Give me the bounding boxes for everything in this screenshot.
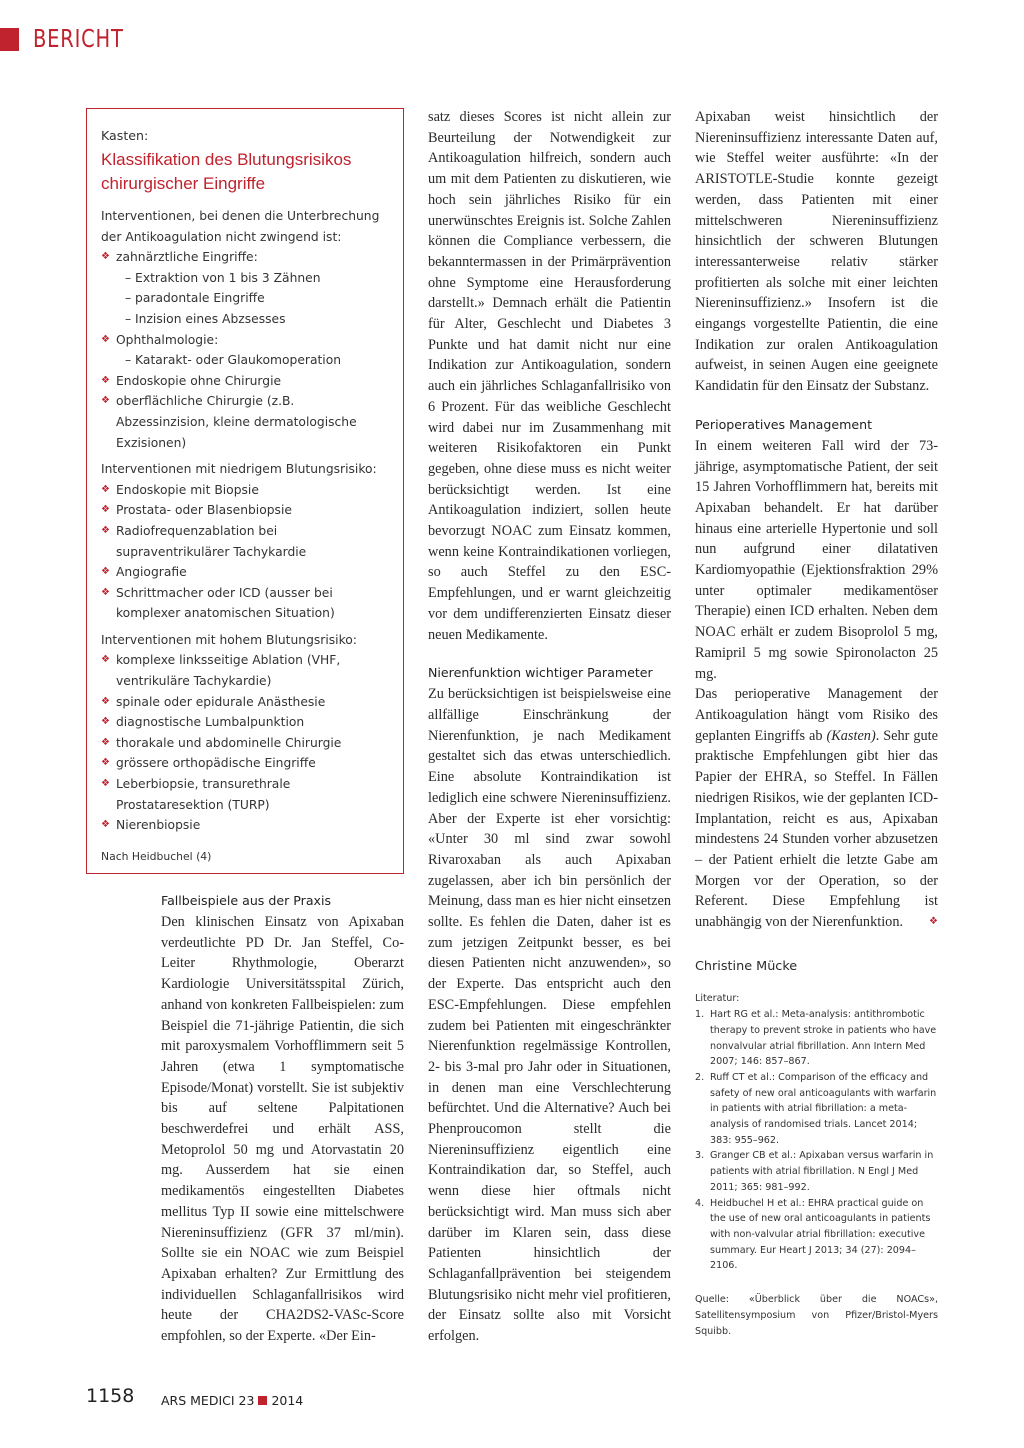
paragraph: satz dieses Scores ist nicht allein zur Beurteilung der Notwendigkeit zur Antikoagulation hilfreich, sondern auch um mit dem Patienten zu diskutieren, wie hoch sein jährliches Risiko für ein unerwünschtes Ereignis ist. Solche Zahlen können die Compliance verbessern, die bekanntermassen in der Primärprävention ohne Symptome eine Herausforderung darstellt.» Demnach erhält die Patientin für Alter, Geschlecht und Diabetes 3 Punkte und hat damit nicht nur eine Indikation zur Antikoagulation, sondern auch ein jährliches Schlaganfallrisiko von 6 Prozent. Für das weibliche Geschlecht wird dabei nur im Zusammenhang mit weiteren Risikofaktoren ein Punkt gegeben, ohne diese muss es nicht weiter berücksichtigt werden. Ist eine Antikoagulation indiziert, sollen heute bevorzugt NOAC zum Einsatz kommen, wenn keine Kontraindikationen vorliegen, so auch Steffel zu den ESC-Empfehlungen, und er warnt gleichzeitig vor dem undifferenzierten Einsatz dieser neuen Medikamente. <box>428 109 671 643</box>
reference-item: 4. Heidbuchel H et al.: EHRA practical guide on the use of new oral anticoagulants in patients with non-valvular atrial fibrillation: executive summary. Eur Heart J 2013; 34 (27): 2094–2106. <box>695 1197 931 1272</box>
diamond-bullet-icon: ❖ <box>101 654 110 666</box>
diamond-bullet-icon: ❖ <box>101 395 110 407</box>
info-box <box>86 108 404 874</box>
list-item: ❖ Endoskopie mit Biopsie <box>101 480 389 501</box>
list-item: – Inzision eines Abzsesses <box>125 311 286 326</box>
list-item: ❖ diagnostische Lumbalpunktion <box>101 712 389 733</box>
box-section-heading: Interventionen mit niedrigem Blutungsrisiko: <box>101 462 377 477</box>
section-title: BERICHT <box>33 24 124 53</box>
diamond-bullet-icon: ❖ <box>101 504 110 516</box>
reference-item: 2. Ruff CT et al.: Comparison of the efficacy and safety of new oral anticoagulants with warfarin in patients with atrial fibrillation: a meta-analysis of randomised trials. Lancet 2014; 383: 955–962. <box>695 1071 937 1146</box>
reference-item: 3. Granger CB et al.: Apixaban versus warfarin in patients with atrial fibrillation. N Engl J Med 2011; 365: 981–992. <box>695 1150 934 1193</box>
subheading: Nierenfunktion wichtiger Parameter <box>428 665 653 681</box>
box-title: Klassifikation des Blutungsrisikos chirurgischer Eingriffe <box>101 150 352 193</box>
paragraph: In einem weiteren Fall wird der 73-jährige, asymptomatische Patient, der seit 15 Jahren Vorhofflimmern hat, bereits mit Apixaban behandelt. Er hat darüber hinaus eine arterielle Hypertonie und soll nun aufgrund einer dilatativen Kardiomyopathie (Ejektionsfraktion 29% unter optimaler medikamentöser Therapie) einen ICD erhalten. Neben dem NOAC erhält er zudem Bisoprolol 5 mg, Ramipril 5 mg sowie Spironolacton 25 mg. <box>695 437 938 682</box>
diamond-bullet-icon: ❖ <box>101 374 110 386</box>
subheading: Perioperatives Management <box>695 416 873 432</box>
paragraph: Den klinischen Einsatz von Apixaban verdeutlichte PD Dr. Jan Steffel, Co-Leiter Rhythmologie, Oberarzt Kardiologie Universitätsspital Zürich, anhand von konkreten Fallbeispielen: zum Beispiel die 71-jährige Patientin, die sich mit paroxysmalem Vorhofflimmern seit 5 Jahren (etwa 1 symptomatische Episode/Monat) vorstellt. Sie ist subjektiv bis auf seltene Palpitationen beschwerdefrei und erhält ASS, Metoprolol 50 mg und Atorvastatin 20 mg. Ausserdem hat sie einen medikamentös eingestellten Diabetes mellitus Typ II sowie eine mittelschwere Niereninsuffizienz (GFR 37 ml/min). Sollte sie ein NOAC wie zum Beispiel Apixaban erhalten? Zur Ermittlung des individuellen Schlaganfallrisikos wird heute der CHA2DS2-VASc-Score empfohlen, so der Experte. «Der Ein- <box>161 914 404 1345</box>
diamond-bullet-icon: ❖ <box>101 757 110 769</box>
box-section-heading: Interventionen mit hohem Blutungsrisiko: <box>101 632 357 647</box>
list-item: ❖ Radiofrequenzablation bei supraventrikulärer Tachykardie <box>101 521 389 562</box>
section-marker <box>0 28 19 51</box>
list-item: ❖ Schrittmacher oder ICD (ausser bei komplexer anatomischen Situation) <box>101 583 389 624</box>
list-item: ❖ Nierenbiopsie <box>101 815 389 836</box>
source-note: Quelle: «Überblick über die NOACs», Satellitensymposium von Pfizer/Bristol-Myers Squibb. <box>695 1294 938 1338</box>
end-mark-icon: ❖ <box>929 916 938 928</box>
list-item: – Katarakt- oder Glaukomoperation <box>125 353 342 368</box>
column-3 <box>695 107 938 1340</box>
box-kicker: Kasten: <box>101 128 149 143</box>
square-marker-icon <box>258 1396 267 1405</box>
diamond-bullet-icon: ❖ <box>101 695 110 707</box>
list-item: ❖ komplexe linksseitige Ablation (VHF, ventrikuläre Tachykardie) <box>101 650 389 691</box>
list-item: – Extraktion von 1 bis 3 Zähnen <box>125 270 321 285</box>
list-item: ❖ zahnärztliche Eingriffe: <box>101 247 389 268</box>
page-number: 1158 <box>86 1385 135 1407</box>
diamond-bullet-icon: ❖ <box>101 333 110 345</box>
diamond-bullet-icon: ❖ <box>101 251 110 263</box>
paragraph: Das perioperative Management der Antikoagulation hängt vom Risiko des geplanten Eingriffs ab (Kasten). Sehr gute praktische Empfehlungen gibt hier das Papier der EHRA, so Steffel. In Fällen niedrigen Risikos, wie der geplanten ICD-Implantation, reicht es aus, Apixaban mindestens 24 Stunden vorher abzusetzen – der Patient erhielt die letzte Gabe am Morgen vor der Operation, so der Referent. Diese Empfehlung ist unabhängig von der Nierenfunktion. ❖ <box>695 684 938 932</box>
paragraph: Zu berücksichtigen ist beispielsweise eine allfällige Einschränkung der Nierenfunktion, je nach Medikament gestaltet sich das etwas unterschiedlich. Eine absolute Kontraindikation ist lediglich eine schwere Niereninsuffizienz. Aber der Experte ist eher vorsichtig: «Unter 30 ml sind zwar sowohl Rivaroxaban als auch Apixaban zugelassen, aber ich bin persönlich der Meinung, dass man es hier nicht einsetzen sollte. Es fehlen die Daten, daher ist es zum jetzigen Zeitpunkt besser, es bei diesen Patienten nicht anzuwenden», so der Experte. Das entspricht auch den ESC-Empfehlungen. Diese empfehlen zudem bei Patienten mit eingeschränkter Nierenfunktion regelmässige Kontrollen, 2- bis 3-mal pro Jahr oder in Situationen, in denen man eine Verschlechterung befürchtet. Und die Alternative? Auch bei Phenproucomon stellt die Niereninsuffizienz eigentlich eine Kontraindikation dar, so Steffel, auch wenn diese hier oftmals nicht berücksichtigt wird. Man muss sich aber darüber im Klaren sein, dass diese Patienten hinsichtlich der Schlaganfallprävention bei steigendem Blutungsrisiko nicht mehr viel profitieren, der Einsatz sollte also mit Vorsicht erfolgen. <box>428 686 671 1345</box>
references <box>695 991 938 1274</box>
references-heading: Literatur: <box>695 993 740 1005</box>
diamond-bullet-icon: ❖ <box>101 586 110 598</box>
list-item: ❖ oberflächliche Chirurgie (z.B. Abzessinzision, kleine dermatologische Exzisionen) <box>101 391 389 453</box>
box-source: Nach Heidbuchel (4) <box>101 849 212 863</box>
diamond-bullet-icon: ❖ <box>101 736 110 748</box>
diamond-bullet-icon: ❖ <box>101 778 110 790</box>
list-item: ❖ Prostata- oder Blasenbiopsie <box>101 500 389 521</box>
list-item: ❖ thorakale und abdominelle Chirurgie <box>101 733 389 754</box>
subheading: Fallbeispiele aus der Praxis <box>161 893 332 908</box>
column-1 <box>161 891 404 1347</box>
diamond-bullet-icon: ❖ <box>101 819 110 831</box>
author: Christine Mücke <box>695 958 798 974</box>
column-2 <box>428 107 671 1347</box>
diamond-bullet-icon: ❖ <box>101 716 110 728</box>
list-item: ❖ Endoskopie ohne Chirurgie <box>101 371 389 392</box>
list-item: ❖ Ophthalmologie: <box>101 330 389 351</box>
diamond-bullet-icon: ❖ <box>101 483 110 495</box>
list-item: – paradontale Eingriffe <box>125 291 265 306</box>
list-item: ❖ Leberbiopsie, transurethrale Prostataresektion (TURP) <box>101 774 389 815</box>
reference-item: 1. Hart RG et al.: Meta-analysis: antithrombotic therapy to prevent stroke in patients who have nonvalvular atrial fibrillation. Ann Intern Med 2007; 146: 857–867. <box>695 1009 937 1068</box>
diamond-bullet-icon: ❖ <box>101 524 110 536</box>
paragraph: Apixaban weist hinsichtlich der Niereninsuffizienz interessante Daten auf, wie Steffel weiter ausführte: «In der ARISTOTLE-Studie konnte gezeigt werden, dass Patienten mit einer mittelschweren Niereninsuffizienz hinsichtlich der schweren Blutungen interessanterweise relativ stärker profitierten als solche mit einer leichten Niereninsuffizienz.» Insofern ist die eingangs vorgestellte Patientin, die eine Indikation zur oralen Antikoagulation aufweist, in seinen Augen eine geeignete Kandidatin für den Einsatz der Substanz. <box>695 109 938 395</box>
journal-info: ARS MEDICI 23 2014 <box>161 1393 304 1408</box>
list-item: ❖ grössere orthopädische Eingriffe <box>101 753 389 774</box>
list-item: ❖ spinale oder epidurale Anästhesie <box>101 692 389 713</box>
list-item: ❖ Angiografie <box>101 562 389 583</box>
box-section-heading: Interventionen, bei denen die Unterbrechung der Antikoagulation nicht zwingend ist: <box>101 209 380 244</box>
diamond-bullet-icon: ❖ <box>101 566 110 578</box>
